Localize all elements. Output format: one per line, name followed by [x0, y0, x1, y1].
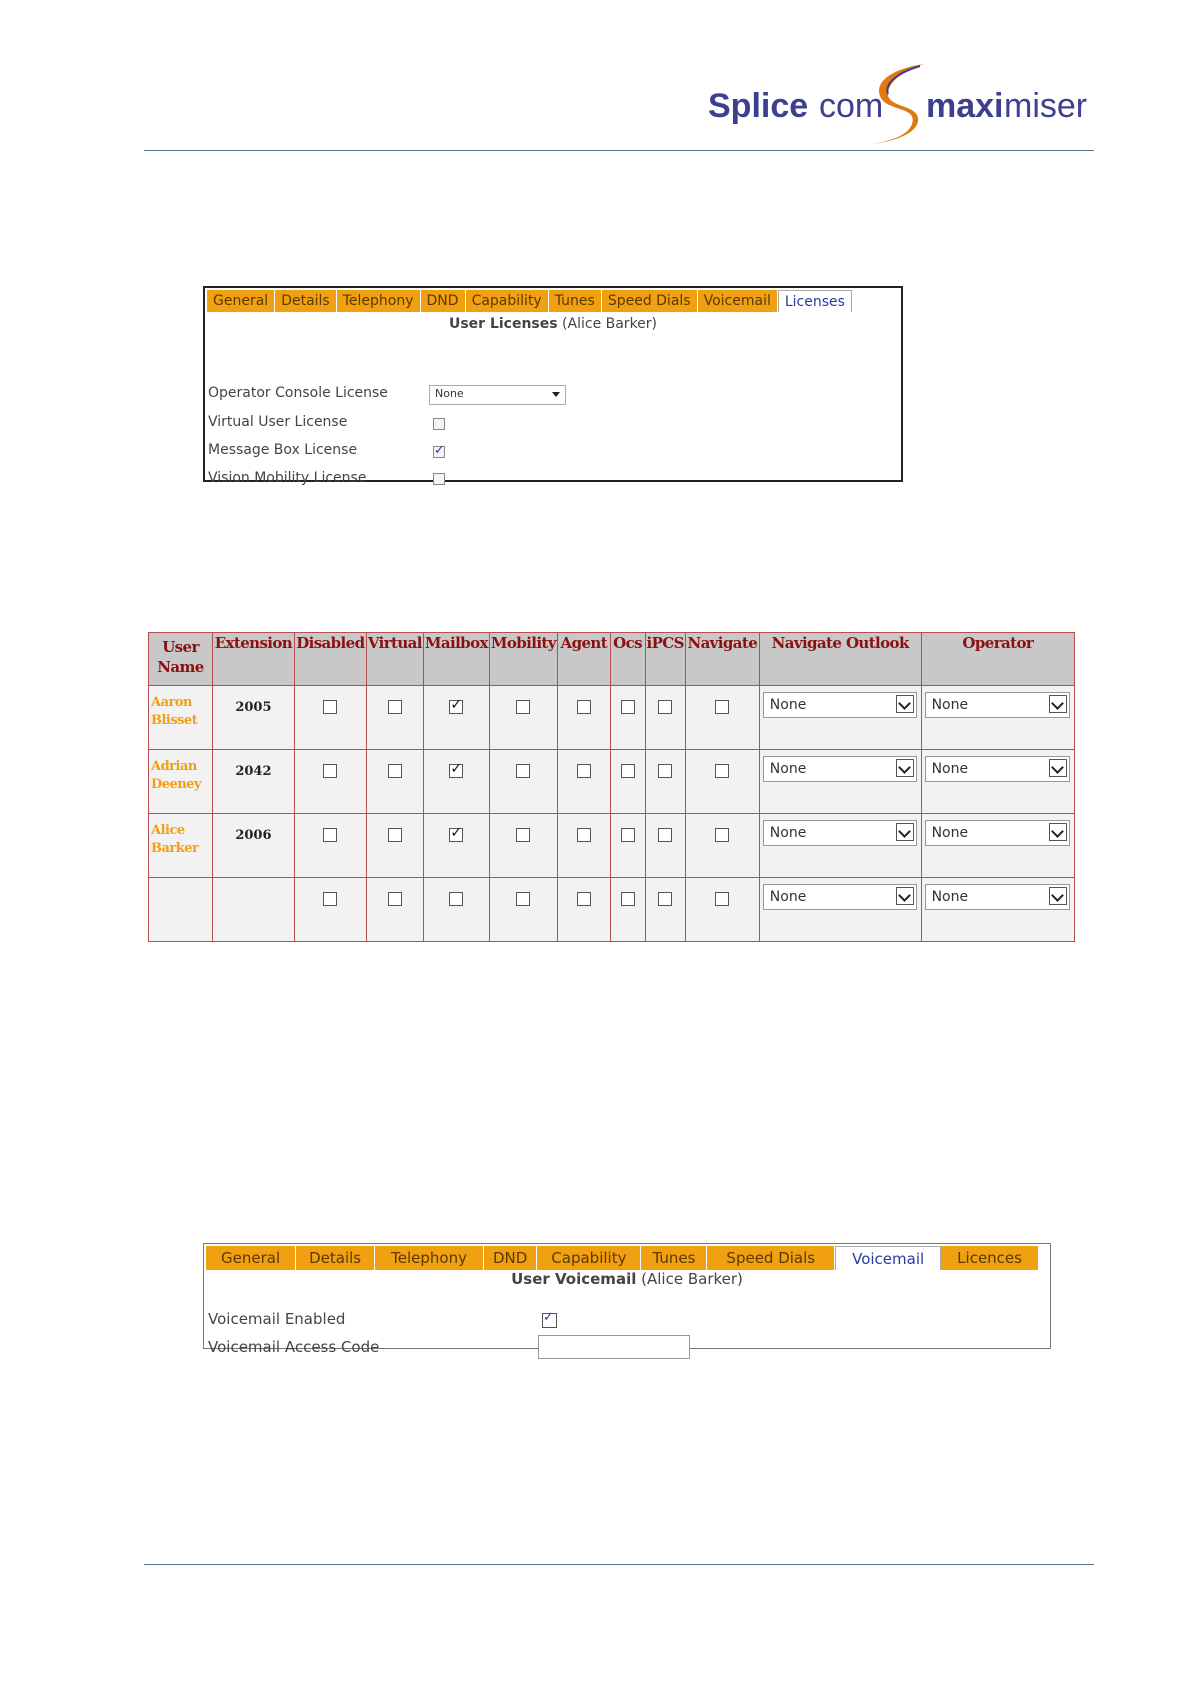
navigate-outlook-select[interactable]	[763, 820, 917, 846]
tab-speed-dials[interactable]: Speed Dials	[707, 1246, 835, 1270]
mobility-cell	[489, 814, 557, 878]
operator-cell	[921, 686, 1074, 750]
col-header-mailbox: Mailbox	[423, 633, 489, 686]
agent-cell	[557, 878, 610, 942]
tab-details[interactable]: Details	[275, 290, 337, 312]
table-row	[149, 750, 1075, 814]
disabled-checkbox[interactable]	[323, 828, 337, 842]
operator-cell	[921, 814, 1074, 878]
panel-title	[205, 316, 901, 332]
col-header-user-name: User Name	[149, 633, 213, 686]
tab-speed-dials[interactable]: Speed Dials	[602, 290, 698, 312]
navigate-cell	[685, 878, 759, 942]
tab-voicemail[interactable]: Voicemail	[835, 1246, 941, 1270]
col-header-agent: Agent	[557, 633, 610, 686]
user-voicemail-panel	[203, 1243, 1051, 1356]
virtual-cell	[366, 814, 423, 878]
ipcs-cell	[645, 814, 685, 878]
navigate-outlook-value: None	[769, 697, 807, 713]
mailbox-checkbox[interactable]	[449, 764, 463, 778]
virtual-user-license-label: Virtual User License	[208, 414, 348, 430]
mailbox-checkbox[interactable]	[449, 892, 463, 906]
operator-console-license-select[interactable]	[429, 385, 566, 405]
operator-cell	[921, 878, 1074, 942]
navigate-cell	[685, 814, 759, 878]
operator-select[interactable]	[925, 884, 1070, 910]
splicecom-maximiser-logo	[708, 62, 1098, 146]
users-licence-table-viewport	[148, 632, 1075, 905]
col-header-ocs: Ocs	[610, 633, 645, 686]
licenses-tab-bar	[207, 290, 852, 312]
operator-console-license-label: Operator Console License	[208, 385, 388, 401]
agent-cell	[557, 814, 610, 878]
chevron-down-icon[interactable]	[1049, 759, 1067, 777]
ocs-cell	[610, 878, 645, 942]
navigate-checkbox[interactable]	[715, 764, 729, 778]
agent-cell	[557, 686, 610, 750]
operator-select[interactable]	[925, 692, 1070, 718]
navigate-outlook-cell	[759, 878, 921, 942]
users-licence-table	[148, 632, 1075, 942]
user-name-cell	[149, 686, 213, 750]
operator-select[interactable]	[925, 820, 1070, 846]
virtual-checkbox[interactable]	[388, 700, 402, 714]
user-first-name: Aaron	[151, 695, 192, 710]
tab-licences[interactable]: Licences	[941, 1246, 1039, 1270]
virtual-user-license-checkbox[interactable]	[433, 418, 445, 430]
dropdown-arrow-icon	[552, 392, 560, 397]
user-name-cell	[149, 750, 213, 814]
operator-value: None	[931, 889, 969, 905]
navigate-outlook-value: None	[769, 761, 807, 777]
user-licenses-panel	[203, 286, 903, 486]
disabled-checkbox[interactable]	[323, 764, 337, 778]
user-name-link[interactable]	[151, 823, 198, 856]
ocs-cell	[610, 750, 645, 814]
logo-text-miser: miser	[1004, 87, 1088, 125]
virtual-cell	[366, 750, 423, 814]
user-name-link[interactable]	[151, 695, 197, 728]
tab-telephony[interactable]: Telephony	[375, 1246, 484, 1270]
virtual-cell	[366, 686, 423, 750]
disabled-checkbox[interactable]	[323, 700, 337, 714]
voicemail-enabled-checkbox[interactable]	[542, 1313, 557, 1328]
disabled-checkbox[interactable]	[323, 892, 337, 906]
virtual-checkbox[interactable]	[388, 764, 402, 778]
tab-dnd[interactable]: DND	[484, 1246, 537, 1270]
panel-title	[204, 1270, 1050, 1288]
navigate-outlook-select[interactable]	[763, 692, 917, 718]
col-header-disabled: Disabled	[294, 633, 366, 686]
col-header-mobility: Mobility	[489, 633, 557, 686]
user-last-name: Deeney	[151, 777, 202, 792]
operator-cell	[921, 750, 1074, 814]
vision-mobility-license-checkbox[interactable]	[433, 473, 445, 485]
user-last-name: Blisset	[151, 713, 198, 728]
disabled-cell	[294, 814, 366, 878]
extension-cell: 2005	[212, 686, 294, 750]
mobility-cell	[489, 878, 557, 942]
ocs-checkbox[interactable]	[621, 892, 635, 906]
ipcs-checkbox[interactable]	[658, 892, 672, 906]
ocs-cell	[610, 686, 645, 750]
user-first-name: Alice	[151, 823, 185, 838]
chevron-down-icon[interactable]	[896, 887, 914, 905]
agent-cell	[557, 750, 610, 814]
agent-checkbox[interactable]	[577, 828, 591, 842]
tab-capability[interactable]: Capability	[466, 290, 549, 312]
navigate-outlook-cell	[759, 814, 921, 878]
user-name-cell	[149, 878, 213, 942]
mobility-checkbox[interactable]	[516, 764, 530, 778]
tab-capability[interactable]: Capability	[537, 1246, 641, 1270]
chevron-down-icon[interactable]	[896, 695, 914, 713]
agent-checkbox[interactable]	[577, 892, 591, 906]
operator-value: None	[931, 825, 969, 841]
mobility-cell	[489, 750, 557, 814]
col-header-ipcs: iPCS	[645, 633, 685, 686]
mobility-cell	[489, 686, 557, 750]
footer-rule	[144, 1564, 1094, 1565]
user-first-name: Adrian	[151, 759, 197, 774]
operator-value: None	[931, 761, 969, 777]
tab-general[interactable]: General	[207, 290, 275, 312]
operator-console-license-value: None	[435, 387, 464, 400]
panel-title-bold: User Licenses	[448, 316, 558, 332]
extension-cell: 2042	[212, 750, 294, 814]
chevron-down-icon[interactable]	[1049, 695, 1067, 713]
tab-voicemail[interactable]: Voicemail	[698, 290, 778, 312]
user-name-cell	[149, 814, 213, 878]
disabled-cell	[294, 750, 366, 814]
panel-title-user: (Alice Barker)	[641, 1270, 743, 1288]
mailbox-cell	[423, 750, 489, 814]
message-box-license-label: Message Box License	[208, 442, 358, 458]
ipcs-cell	[645, 686, 685, 750]
user-name-link[interactable]	[151, 759, 201, 792]
extension-cell: 2006	[212, 814, 294, 878]
logo-text-splice: Splice	[708, 87, 809, 125]
operator-value: None	[931, 697, 969, 713]
navigate-cell	[685, 750, 759, 814]
tab-telephony[interactable]: Telephony	[337, 290, 421, 312]
col-header-navigate: Navigate	[685, 633, 759, 686]
agent-checkbox[interactable]	[577, 700, 591, 714]
mailbox-checkbox[interactable]	[449, 700, 463, 714]
mobility-checkbox[interactable]	[516, 828, 530, 842]
panel-title-user: (Alice Barker)	[562, 316, 658, 332]
col-header-virtual: Virtual	[366, 633, 423, 686]
chevron-down-icon[interactable]	[1049, 823, 1067, 841]
tab-dnd[interactable]: DND	[421, 290, 466, 312]
operator-select[interactable]	[925, 756, 1070, 782]
mobility-checkbox[interactable]	[516, 700, 530, 714]
ipcs-cell	[645, 750, 685, 814]
logo-swoosh-icon	[866, 62, 928, 146]
chevron-down-icon[interactable]	[896, 759, 914, 777]
mobility-checkbox[interactable]	[516, 892, 530, 906]
logo-text-maxi: maxi	[926, 87, 1004, 125]
tab-tunes[interactable]: Tunes	[641, 1246, 707, 1270]
ipcs-checkbox[interactable]	[658, 764, 672, 778]
navigate-checkbox[interactable]	[715, 700, 729, 714]
chevron-down-icon[interactable]	[1049, 887, 1067, 905]
tab-licenses[interactable]: Licenses	[778, 290, 852, 312]
ocs-checkbox[interactable]	[621, 828, 635, 842]
voicemail-access-code-input[interactable]	[538, 1335, 690, 1359]
virtual-cell	[366, 878, 423, 942]
table-row	[149, 686, 1075, 750]
navigate-checkbox[interactable]	[715, 892, 729, 906]
navigate-checkbox[interactable]	[715, 828, 729, 842]
user-last-name: Barker	[151, 841, 199, 856]
voicemail-enabled-label: Voicemail Enabled	[208, 1310, 346, 1328]
col-header-extension: Extension	[212, 633, 294, 686]
navigate-outlook-value: None	[769, 825, 807, 841]
ipcs-checkbox[interactable]	[658, 828, 672, 842]
agent-checkbox[interactable]	[577, 764, 591, 778]
table-row	[149, 814, 1075, 878]
table-header-row	[149, 633, 1075, 686]
voicemail-tab-bar	[206, 1246, 1039, 1270]
ocs-checkbox[interactable]	[621, 700, 635, 714]
ocs-cell	[610, 814, 645, 878]
navigate-outlook-cell	[759, 750, 921, 814]
mailbox-checkbox[interactable]	[449, 828, 463, 842]
mailbox-cell	[423, 814, 489, 878]
col-header-operator: Operator	[921, 633, 1074, 686]
mailbox-cell	[423, 686, 489, 750]
navigate-outlook-select[interactable]	[763, 884, 917, 910]
navigate-outlook-cell	[759, 686, 921, 750]
navigate-cell	[685, 686, 759, 750]
ipcs-cell	[645, 878, 685, 942]
ipcs-checkbox[interactable]	[658, 700, 672, 714]
extension-cell	[212, 878, 294, 942]
panel-title-bold: User Voicemail	[511, 1270, 637, 1288]
navigate-outlook-value: None	[769, 889, 807, 905]
disabled-cell	[294, 686, 366, 750]
mailbox-cell	[423, 878, 489, 942]
disabled-cell	[294, 878, 366, 942]
logo-text-com: com	[819, 87, 884, 125]
tab-general[interactable]: General	[206, 1246, 296, 1270]
virtual-checkbox[interactable]	[388, 892, 402, 906]
tab-tunes[interactable]: Tunes	[549, 290, 602, 312]
vision-mobility-license-label: Vision Mobility License	[208, 470, 367, 486]
navigate-outlook-select[interactable]	[763, 756, 917, 782]
chevron-down-icon[interactable]	[896, 823, 914, 841]
voicemail-access-code-label: Voicemail Access Code	[208, 1338, 380, 1356]
virtual-checkbox[interactable]	[388, 828, 402, 842]
table-row	[149, 878, 1075, 942]
message-box-license-checkbox[interactable]	[433, 446, 445, 458]
ocs-checkbox[interactable]	[621, 764, 635, 778]
col-header-navigate-outlook: Navigate Outlook	[759, 633, 921, 686]
header-rule	[144, 150, 1094, 151]
tab-details[interactable]: Details	[296, 1246, 375, 1270]
